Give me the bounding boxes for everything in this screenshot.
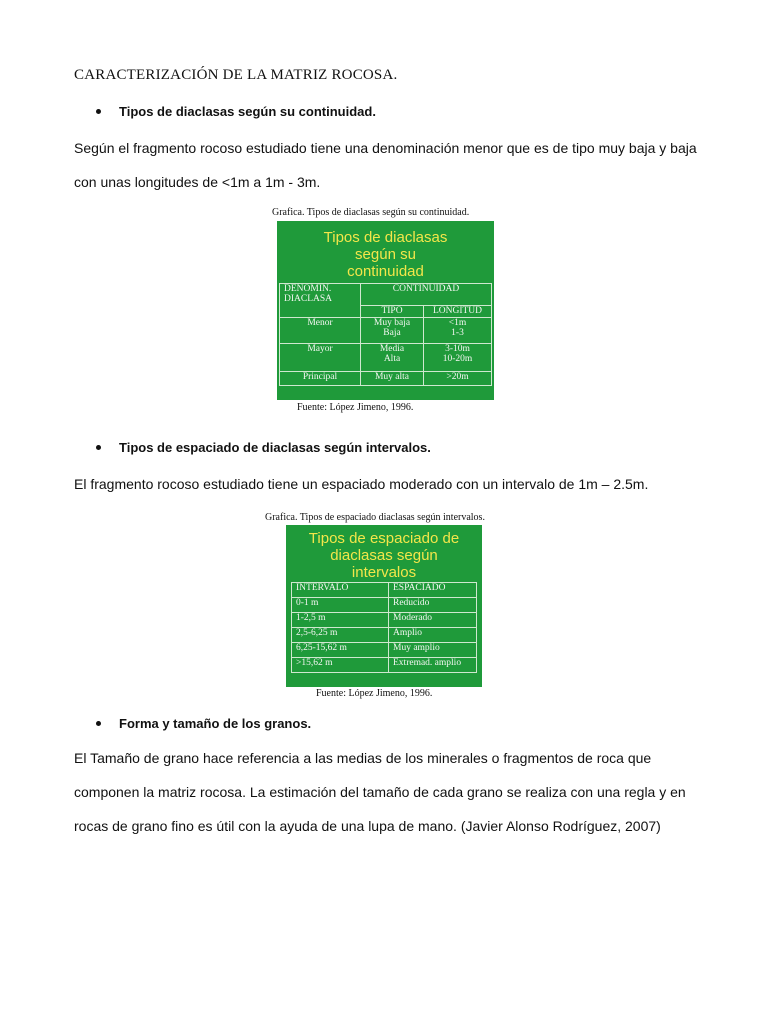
- cell-text: 1-3: [451, 328, 464, 338]
- paragraph-line: componen la matriz rocosa. La estimación del tamaño de cada grano se realiza con una regla y en: [74, 784, 686, 800]
- cell-denom: Menor: [280, 318, 361, 344]
- paragraph-line: El Tamaño de grano hace referencia a las medias de los minerales o fragmentos de roca que: [74, 750, 652, 766]
- table-row: [292, 598, 477, 613]
- cell-longitud: [424, 344, 492, 372]
- table-title: [277, 221, 494, 280]
- cell-text: Baja: [383, 328, 401, 338]
- table-title-line: diaclasas según: [330, 547, 438, 564]
- page-title: CARACTERIZACIÓN DE LA MATRIZ ROCOSA.: [74, 67, 398, 83]
- cell-tipo: [361, 318, 424, 344]
- bullet-continuidad: [96, 104, 376, 119]
- header-espaciado: ESPACIADO: [389, 583, 477, 598]
- cell-denom: Mayor: [280, 344, 361, 372]
- figure-caption: Grafica. Tipos de diaclasas según su continuidad.: [272, 207, 470, 218]
- table-title-line: continuidad: [347, 263, 424, 280]
- cell-intervalo: >15,62 m: [292, 658, 389, 673]
- cell-tipo: Muy alta: [361, 372, 424, 386]
- cell-denom: Principal: [280, 372, 361, 386]
- table-row: [280, 318, 492, 344]
- cell-intervalo: 0-1 m: [292, 598, 389, 613]
- bullet-label: Tipos de diaclasas según su continuidad.: [119, 104, 376, 119]
- data-table: [291, 582, 477, 673]
- table-title: [286, 525, 482, 581]
- cell-text: Alta: [383, 354, 401, 364]
- figure-source: Fuente: López Jimeno, 1996.: [316, 688, 433, 699]
- cell-espaciado: Reducido: [389, 598, 477, 613]
- table-row: [292, 643, 477, 658]
- table-row: [280, 372, 492, 386]
- cell-intervalo: 1-2,5 m: [292, 613, 389, 628]
- cell-text: Muy baja: [373, 318, 411, 328]
- paragraph-espaciado: El fragmento rocoso estudiado tiene un espaciado moderado con un intervalo de 1m – 2.5m.: [74, 476, 649, 492]
- table-title-line: Tipos de diaclasas: [323, 229, 448, 246]
- header-tipo: TIPO: [361, 306, 424, 318]
- bullet-label: Forma y tamaño de los granos.: [119, 716, 312, 731]
- cell-text: 3-10m: [445, 344, 470, 354]
- table-row: [292, 613, 477, 628]
- bullet-granos: [96, 716, 311, 731]
- cell-text: 10-20m: [442, 354, 473, 364]
- data-table: [279, 283, 492, 386]
- header-continuidad: CONTINUIDAD: [361, 284, 492, 306]
- cell-espaciado: Amplio: [389, 628, 477, 643]
- paragraph-line: Según el fragmento rocoso estudiado tiene una denominación menor que es de tipo muy baja y baja: [74, 140, 697, 156]
- table-title-line: Tipos de espaciado de: [308, 530, 460, 547]
- table-row: [280, 344, 492, 372]
- bullet-dot-icon: [96, 445, 101, 450]
- bullet-label: Tipos de espaciado de diaclasas según intervalos.: [119, 440, 431, 455]
- cell-longitud: [424, 318, 492, 344]
- table-row: [292, 628, 477, 643]
- diaclasas-continuidad-table: [277, 221, 494, 400]
- bullet-dot-icon: [96, 721, 101, 726]
- header-denominacion: [280, 284, 361, 318]
- paragraph-continuidad: [74, 131, 696, 199]
- cell-espaciado: Muy amplio: [389, 643, 477, 658]
- bullet-dot-icon: [96, 109, 101, 114]
- cell-espaciado: Moderado: [389, 613, 477, 628]
- header-text: DIACLASA: [284, 294, 333, 304]
- cell-tipo: [361, 344, 424, 372]
- figure-caption: Grafica. Tipos de espaciado diaclasas según intervalos.: [265, 512, 485, 523]
- cell-espaciado: Extremad. amplio: [389, 658, 477, 673]
- header-longitud: LONGITUD: [424, 306, 492, 318]
- cell-text: Media: [379, 344, 405, 354]
- table-row: [292, 658, 477, 673]
- cell-intervalo: 6,25-15,62 m: [292, 643, 389, 658]
- cell-intervalo: 2,5-6,25 m: [292, 628, 389, 643]
- paragraph-line: con unas longitudes de <1m a 1m - 3m.: [74, 174, 321, 190]
- table-title-line: según su: [355, 246, 416, 263]
- bullet-espaciado: [96, 440, 431, 455]
- table-title-line: intervalos: [351, 564, 417, 581]
- cell-text: <1m: [448, 318, 467, 328]
- cell-longitud: >20m: [424, 372, 492, 386]
- header-text: DENOMIN.: [284, 284, 332, 294]
- paragraph-line: rocas de grano fino es útil con la ayuda de una lupa de mano. (Javier Alonso Rodríguez, 2007): [74, 818, 661, 834]
- espaciado-intervalos-table: [286, 525, 482, 687]
- figure-source: Fuente: López Jimeno, 1996.: [297, 402, 414, 413]
- paragraph-granos: [74, 741, 696, 843]
- header-intervalo: INTERVALO: [292, 583, 389, 598]
